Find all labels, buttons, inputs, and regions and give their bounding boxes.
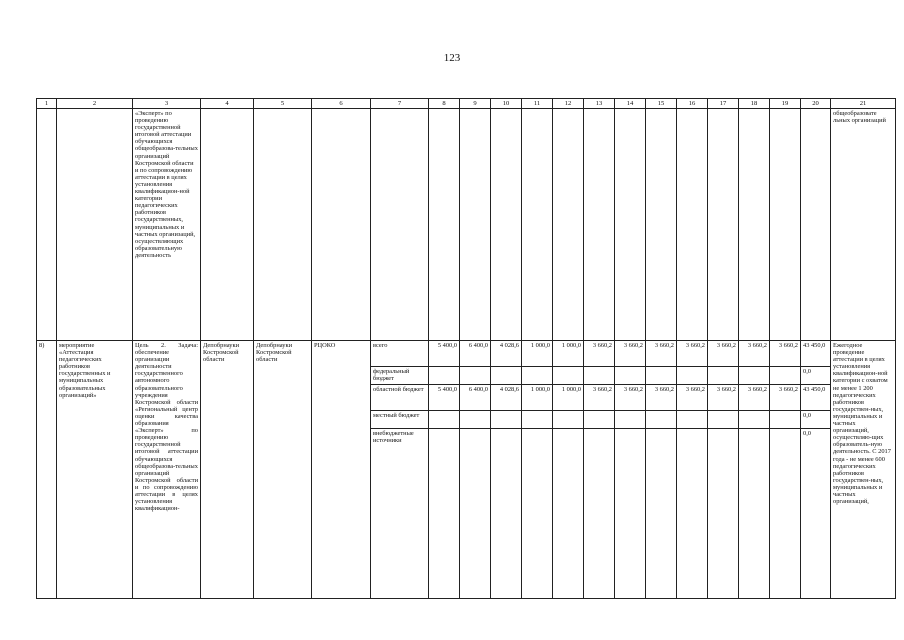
column-header: 12 [553, 99, 584, 109]
column-header: 4 [201, 99, 254, 109]
column-header: 19 [770, 99, 801, 109]
funding-total: 0,0 [801, 429, 831, 599]
funding-label: федеральный бюджет [371, 367, 429, 385]
funding-value: 3 660,2 [739, 385, 770, 411]
funding-value: 3 660,2 [739, 341, 770, 367]
funding-value: 3 660,2 [677, 341, 708, 367]
column-header: 1 [37, 99, 57, 109]
column-header: 3 [133, 99, 201, 109]
item-coexecutor: Депобрнауки Костромской области [254, 341, 312, 599]
page-number: 123 [443, 52, 461, 64]
funding-value: 1 000,0 [553, 385, 584, 411]
funding-label: внебюджетные источники [371, 429, 429, 599]
funding-value: 3 660,2 [646, 385, 677, 411]
item-participant: РЦОКО [312, 341, 371, 599]
continued-result-cell: общеобразовате льных организаций [831, 109, 896, 341]
funding-label: местный бюджет [371, 411, 429, 429]
funding-value: 1 000,0 [522, 385, 553, 411]
funding-value: 1 000,0 [522, 341, 553, 367]
column-header: 10 [491, 99, 522, 109]
continued-goal-cell: «Эксперт» по проведению государственной итоговой аттестации обучающихся общеобразова-тельных организаций Костромской области и по сопровождению аттестации в целях установления квалификацион-ной категории педагогических работников государственных, муниципальных и частных организаций, осуществляющих образовательную деятельность [133, 109, 201, 341]
column-header: 16 [677, 99, 708, 109]
item-responsible: Депобрнауки Костромской области [201, 341, 254, 599]
program-table [36, 98, 896, 599]
column-header: 5 [254, 99, 312, 109]
column-header: 18 [739, 99, 770, 109]
funding-value: 3 660,2 [615, 385, 646, 411]
funding-value: 3 660,2 [646, 341, 677, 367]
header-row [37, 99, 896, 109]
continued-row [37, 109, 896, 341]
item-number: 8) [37, 341, 57, 599]
funding-total: 0,0 [801, 411, 831, 429]
funding-value: 1 000,0 [553, 341, 584, 367]
funding-value: 3 660,2 [584, 385, 615, 411]
funding-value: 3 660,2 [708, 385, 739, 411]
funding-value: 3 660,2 [770, 385, 801, 411]
funding-total: 43 450,0 [801, 341, 831, 367]
item-name: мероприятие «Аттестация педагогических работников государственных и муниципальных образовательных организаций» [57, 341, 133, 599]
item-result: Ежегодное проведение аттестации в целях установления квалификацион-ной категории с охватом не менее 1 200 педагогических работников государствен-ных, муниципальных и частных организаций, осуществляю-щих образователь-ную деятельность. С 2017 года - не менее 600 педагогических работников государствен-ных, муниципальных и частных организаций, [831, 341, 896, 599]
column-header: 21 [831, 99, 896, 109]
funding-value: 3 660,2 [584, 341, 615, 367]
funding-value: 6 400,0 [460, 341, 491, 367]
funding-total: 43 450,0 [801, 385, 831, 411]
funding-label: областной бюджет [371, 385, 429, 411]
funding-value: 4 028,6 [491, 341, 522, 367]
funding-value: 3 660,2 [677, 385, 708, 411]
funding-value: 5 400,0 [429, 341, 460, 367]
column-header: 8 [429, 99, 460, 109]
funding-total: 0,0 [801, 367, 831, 385]
column-header: 9 [460, 99, 491, 109]
funding-value: 3 660,2 [615, 341, 646, 367]
column-header: 17 [708, 99, 739, 109]
funding-value: 5 400,0 [429, 385, 460, 411]
funding-label: всего [371, 341, 429, 367]
funding-value: 6 400,0 [460, 385, 491, 411]
funding-value: 3 660,2 [708, 341, 739, 367]
column-header: 7 [371, 99, 429, 109]
column-header: 11 [522, 99, 553, 109]
funding-value: 4 028,6 [491, 385, 522, 411]
column-header: 13 [584, 99, 615, 109]
column-header: 15 [646, 99, 677, 109]
column-header: 14 [615, 99, 646, 109]
column-header: 2 [57, 99, 133, 109]
column-header: 6 [312, 99, 371, 109]
item-goal: Цель 2. Задача: обеспечение организации деятельности государственного автономного образовательного учреждения Костромской области «Региональный центр оценки качества образования «Эксперт» по проведению государственной итоговой аттестации обучающихся общеобразова-тельных организаций Костромской области и по сопровождению аттестации в целях установления квалификацион- [133, 341, 201, 599]
funding-value: 3 660,2 [770, 341, 801, 367]
funding-row-total [37, 341, 896, 367]
column-header: 20 [801, 99, 831, 109]
